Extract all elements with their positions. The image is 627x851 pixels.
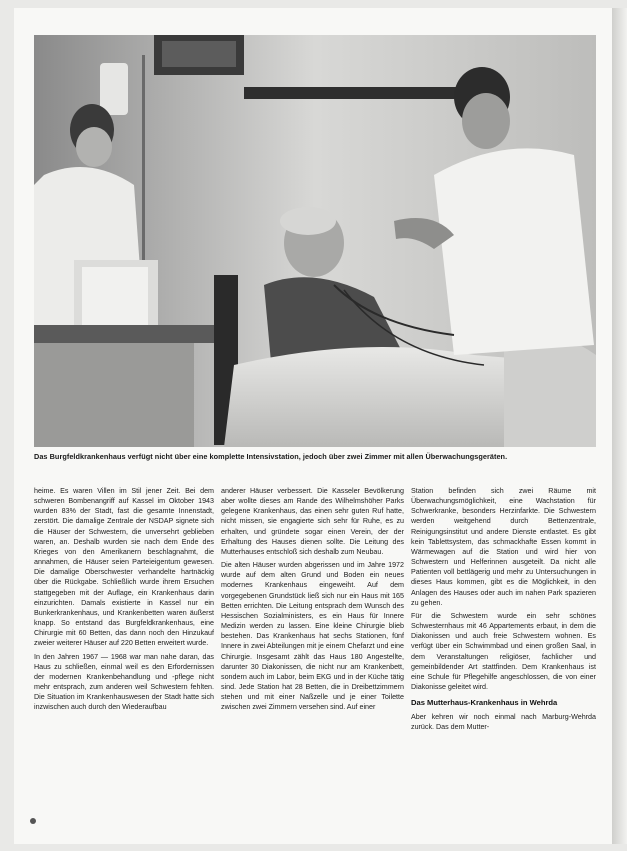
paragraph: anderer Häuser verbessert. Die Kasseler Bevölkerung aber wollte dieses am Rande des Wilhelmshöher Parks gelegene Krankenhaus, das einen sehr guten Ruf hatte, nicht missen, sie engagierte sich sehr für Ruhe, es zu erhalten, und gründete sogar einen Verein, der der Erhaltung des Hauses dienen sollte. Die Leitung des Mutterhauses entschloß sich deshalb zum Neubau. — [221, 487, 404, 556]
text-column-3 — [411, 486, 596, 838]
hospital-photo — [34, 35, 596, 447]
paragraph: Für die Schwestern wurde ein sehr schönes Schwesternhaus mit 46 Appartements erbaut, in dem die Diakonissen und auch freie Schwestern wohnen. Es verfügt über ein Schwimmbad und einen großen Saal, in dem Veranstaltungen religiöser, fachlicher und gemeinbildender Art stattfinden. Dem Krankenhaus ist eine Schule für Pflegehilfe angeschlossen, die von einer Diakonisse geleitet wird. — [411, 611, 596, 691]
paragraph: In den Jahren 1967 — 1968 war man nahe daran, das Haus zu schließen, einmal weil es den Erfordernissen der modernen Krankenbehandlung und -pflege nicht mehr entsprach, zum anderen weil Schwestern fehlten. Die Situation im Krankenhauswesen der Stadt hatte sich inzwischen auch durch den Wiederaufbau — [34, 652, 214, 712]
text-column-1 — [34, 486, 214, 838]
paragraph: heime. Es waren Villen im Stil jener Zeit. Bei dem schweren Bombenangriff auf Kassel im Oktober 1943 wurden 83% der Stadt, fast die gesamte Innenstadt, zerstört. Die damalige Zentrale der NSDAP signete sich die Häuser der Schwestern, die unversehrt geblieben waren, an. Deshalb wurden sie nach dem Ende des Krieges von den Amerikanern beschlagnahmt, die annahmen, die Häuser seien Parteieigentum gewesen. Die damalige Oberschwester verhandelte hartnäckig über die Rückgabe. Schließlich wurde ihrem Ersuchen stattgegeben mit der Auflage, ein Krankenhaus darin einzurichten. Damals existierte in Kassel nur ein Bunkerkrankenhaus, und Krankenbetten waren äußerst knapp. So entstand das Burgfeldkrankenhaus, eine Chirurgie mit 60 Betten, das dann noch den Hinzukauf zweier weiterer Häuser auf 220 Betten erweitert wurde. — [34, 487, 214, 648]
hospital-intensive-care-photo — [34, 35, 596, 447]
page-edge — [612, 8, 627, 844]
paragraph: Station befinden sich zwei Räume mit Überwachungsmöglichkeit, eine Wachstation für Schwerkranke, besonders Herzinfarkte. Die Schwestern werden weitgehend durch Bettenzentrale, Reinigungsinstitut und andere Dienste entlastet. Es gibt kein Tablettsystem, das schmackhafte Essen kommt in Wärmewagen auf die Station und wird hier von Schwestern und Helferinnen ausgeteilt. Da nicht alle Patienten voll bettlägerig und mehr zu Untersuchungen in dieses Haus kommen, gibt es die Möglichkeit, in den Anlagen des Hauses oder auch im nahen Park spazieren zu gehen. — [411, 487, 596, 607]
paragraph: Aber kehren wir noch einmal nach Marburg-Wehrda zurück. Das dem Mutter- — [411, 713, 596, 732]
photo-caption: Das Burgfeldkrankenhaus verfügt nicht über eine komplette Intensivstation, jedoch über zwei Zimmer mit allen Überwachungsgeräten. — [34, 452, 508, 461]
paragraph: Die alten Häuser wurden abgerissen und im Jahre 1972 wurde auf dem alten Grund und Boden ein neues modernes Krankenhaus eingeweiht. Auf dem vorgegebenen Grundstück ließ sich nur ein Haus mit 165 Betten errichten. Die Leitung entsprach dem Wunsch des Hessischen Sozialministers, es ein Haus für Innere Medizin werden zu lassen. Eine kleine Chirurgie blieb bestehen. Das Krankenhaus hat sechs Stationen, fünf Innere in zwei Abteilungen mit je einem Chefarzt und eine Chirurgie. Insgesamt zählt das Haus 180 Angestellte, darunter 30 Diakonissen, die nicht nur am Krankenbett, sondern auch im Labor, beim EKG und in der Küche tätig sind. Jede Station hat 28 Betten, die in Dreibettzimmern stehen und mit einer Naßzelle und je einer Toilette zwischen zwei Zimmern versehen sind. Auf einer — [221, 561, 404, 712]
text-column-2 — [221, 486, 404, 838]
page-mark — [30, 818, 36, 824]
section-heading: Das Mutterhaus-Krankenhaus in Wehrda — [411, 698, 558, 708]
